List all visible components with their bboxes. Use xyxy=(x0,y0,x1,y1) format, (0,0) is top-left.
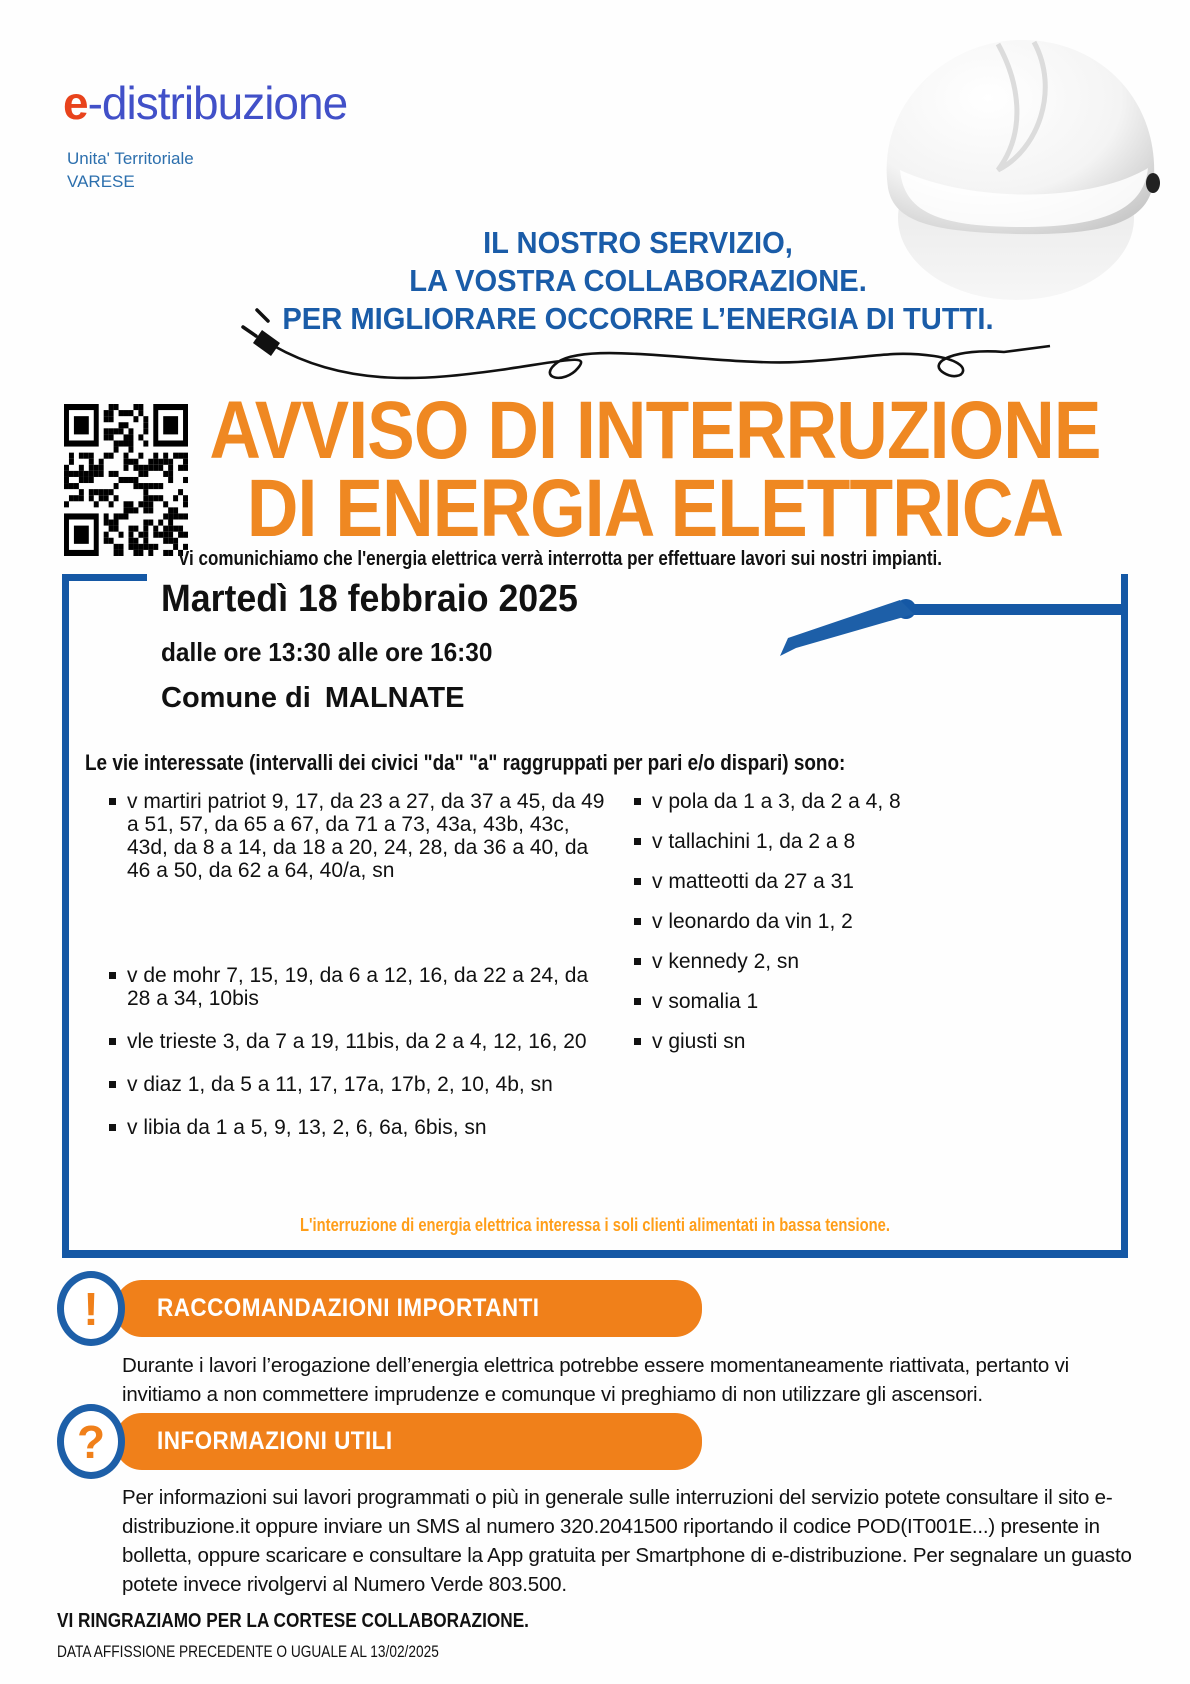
bullet-icon xyxy=(109,798,116,805)
street-item xyxy=(634,990,1104,1013)
street-item xyxy=(109,1030,609,1053)
street-item xyxy=(109,1073,609,1096)
thanks-line: VI RINGRAZIAMO PER LA CORTESE COLLABORAZIONE. xyxy=(57,1609,529,1632)
street-item xyxy=(109,790,609,882)
qr-code xyxy=(64,404,188,556)
recommendations-title: RACCOMANDAZIONI IMPORTANTI xyxy=(157,1294,540,1322)
streets-list-right xyxy=(634,790,1104,1070)
street-item xyxy=(634,790,1104,813)
e-distribuzione-logo xyxy=(63,76,347,130)
bullet-icon xyxy=(634,998,641,1005)
slogan-line1: IL NOSTRO SERVIZIO, xyxy=(483,225,793,260)
recommendations-banner xyxy=(57,1271,707,1347)
bullet-icon xyxy=(634,958,641,965)
question-icon: ? xyxy=(57,1404,125,1479)
plug-wire-doodle xyxy=(238,308,1053,393)
street-item xyxy=(109,964,609,1010)
info-banner xyxy=(57,1404,707,1480)
recommendations-bar xyxy=(115,1280,702,1337)
street-text: v tallachini 1, da 2 a 8 xyxy=(652,830,856,853)
exclamation-icon: ! xyxy=(57,1271,125,1346)
comune-name: MALNATE xyxy=(324,682,465,714)
event-comune xyxy=(161,682,605,715)
bullet-icon xyxy=(634,1038,641,1045)
street-text: v matteotti da 27 a 31 xyxy=(652,870,854,893)
low-voltage-note: L'interruzione di energia elettrica interessa i soli clienti alimentati in bassa tensione. xyxy=(300,1215,890,1235)
street-text: v pola da 1 a 3, da 2 a 4, 8 xyxy=(652,790,901,813)
recommendations-body: Durante i lavori l’erogazione dell’energia elettrica potrebbe essere momentaneamente riattivata, pertanto vi invitiamo a non commettere imprudenze e comunque vi preghiamo di non utilizzare gli ascensori. xyxy=(122,1354,1069,1406)
territorial-unit-line2: VARESE xyxy=(67,171,135,191)
street-item xyxy=(634,870,1104,893)
event-date: Martedì 18 febbraio 2025 xyxy=(161,578,578,620)
bullet-icon xyxy=(109,1081,116,1088)
bullet-icon xyxy=(109,972,116,979)
street-text: v diaz 1, da 5 a 11, 17, 17a, 17b, 2, 10, 4b, sn xyxy=(127,1073,553,1096)
event-details xyxy=(161,578,605,715)
streets-heading: Le vie interessate (intervalli dei civici "da" "a" raggruppati per pari e/o dispari) sono: xyxy=(85,750,846,775)
street-text: v kennedy 2, sn xyxy=(652,950,800,973)
bullet-icon xyxy=(634,878,641,885)
interruption-details-box xyxy=(62,574,1128,1258)
slogan-line3: PER MIGLIORARE OCCORRE L’ENERGIA DI TUTTI. xyxy=(282,301,994,336)
street-text: v martiri patriot 9, 17, da 23 a 27, da 37 a 45, da 49 a 51, 57, da 65 a 67, da 71 a 73, 43a, 43b, 43c, 43d, da 8 a 14, da 18 a 20, 24, 28, da 36 a 40, da 46 a 50, da 62 a 64, 40/a, sn xyxy=(127,790,605,882)
pencil-line-decoration xyxy=(780,598,1128,660)
street-item xyxy=(634,830,1104,853)
logo-e-mark: e xyxy=(63,77,88,129)
street-item xyxy=(109,1116,609,1139)
street-text: v somalia 1 xyxy=(652,990,759,1013)
street-text: vle trieste 3, da 7 a 19, 11bis, da 2 a 4, 12, 16, 20 xyxy=(127,1030,587,1053)
street-text: v de mohr 7, 15, 19, da 6 a 12, 16, da 22 a 24, da 28 a 34, 10bis xyxy=(127,964,589,1010)
info-body: Per informazioni sui lavori programmati o più in generale sulle interruzioni del servizio potete consultare il sito e-distribuzione.it oppure inviare un SMS al numero 320.2041500 riportando il codice POD(IT001E...) presente in bolletta, oppure scaricare e consultare la App gratuita per Smartphone di e-distribuzione. Per segnalare un guasto potete invece rivolgervi al Numero Verde 803.500. xyxy=(122,1486,1132,1596)
posting-date-line: DATA AFFISSIONE PRECEDENTE O UGUALE AL 13/02/2025 xyxy=(57,1643,439,1661)
street-text: v leonardo da vin 1, 2 xyxy=(652,910,853,933)
bullet-icon xyxy=(634,798,641,805)
street-item xyxy=(634,1030,1104,1053)
comune-label: Comune di xyxy=(161,682,311,714)
info-title: INFORMAZIONI UTILI xyxy=(157,1427,393,1455)
street-text: v libia da 1 a 5, 9, 13, 2, 6, 6a, 6bis, sn xyxy=(127,1116,487,1139)
street-item xyxy=(634,910,1104,933)
info-bar xyxy=(115,1413,702,1470)
bullet-icon xyxy=(109,1038,116,1045)
bullet-icon xyxy=(634,838,641,845)
bullet-icon xyxy=(634,918,641,925)
box-border-segment xyxy=(62,574,147,581)
page-title-line1: AVVISO DI INTERRUZIONE xyxy=(209,385,1101,476)
page-title xyxy=(203,385,1108,554)
territorial-unit xyxy=(67,148,194,194)
street-item xyxy=(634,950,1104,973)
territorial-unit-line1: Unita' Territoriale xyxy=(67,149,194,168)
logo-wordmark: -distribuzione xyxy=(87,77,348,129)
event-time: dalle ore 13:30 alle ore 16:30 xyxy=(161,637,493,667)
page-title-line2: DI ENERGIA ELETTRICA xyxy=(246,463,1064,554)
street-text: v giusti sn xyxy=(652,1030,746,1053)
bullet-icon xyxy=(109,1124,116,1131)
streets-list-left xyxy=(109,790,609,1159)
slogan-line2: LA VOSTRA COLLABORAZIONE. xyxy=(409,263,867,298)
subtitle: Vi comunichiamo che l'energia elettrica verrà interrotta per effettuare lavori sui nostri impianti. xyxy=(178,547,942,570)
